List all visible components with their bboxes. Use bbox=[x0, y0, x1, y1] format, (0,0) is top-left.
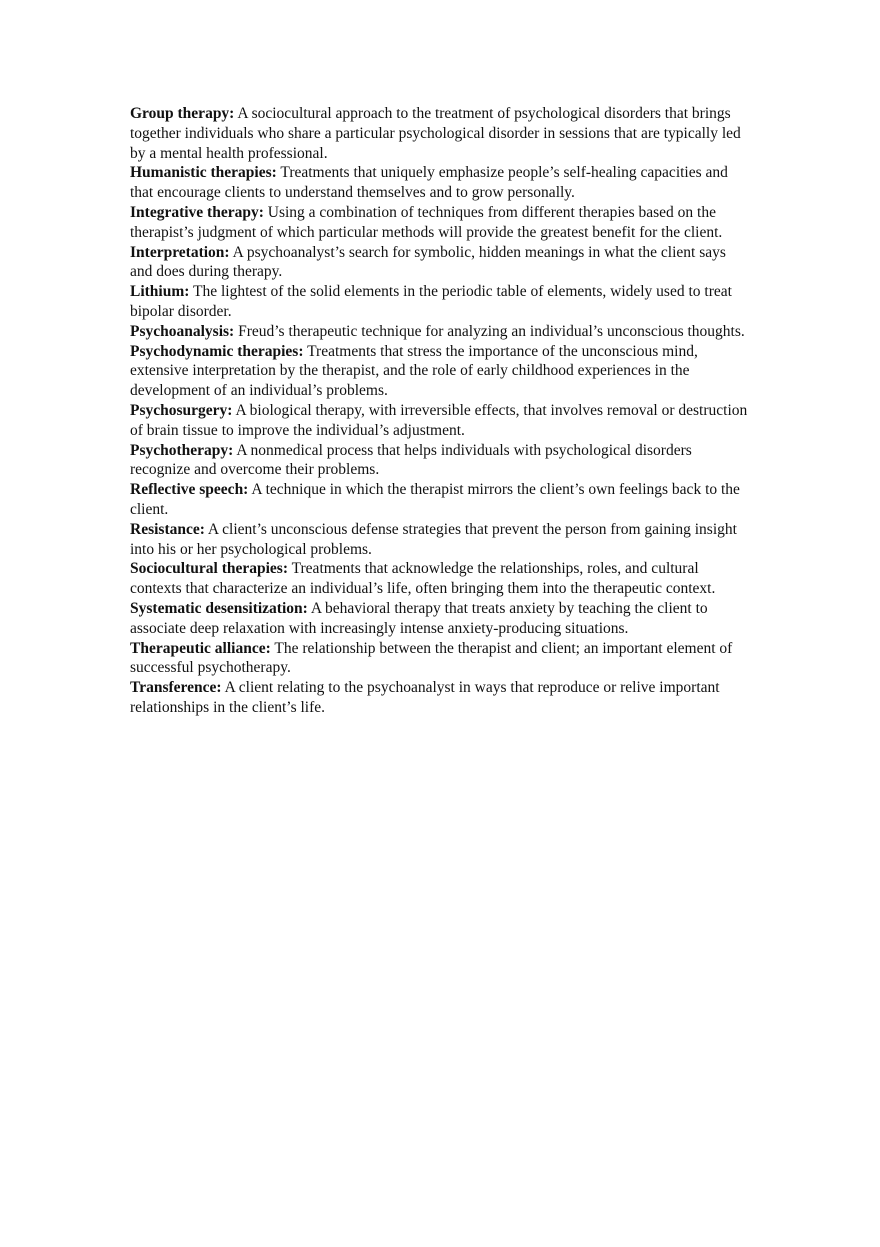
glossary-term: Integrative therapy: bbox=[130, 203, 264, 221]
glossary-definition: A psychoanalyst’s search for symbolic, hidden meanings in what the client says and does during therapy. bbox=[130, 243, 726, 281]
glossary-term: Group therapy: bbox=[130, 105, 235, 122]
glossary-term: Transference: bbox=[130, 679, 222, 697]
glossary-entry bbox=[130, 282, 752, 322]
glossary-definition: A client relating to the psychoanalyst in ways that reproduce or relive important relationships in the client’s life. bbox=[130, 679, 720, 716]
glossary-entry bbox=[130, 401, 752, 441]
glossary-term: Reflective speech: bbox=[130, 481, 249, 499]
glossary-definition: A biological therapy, with irreversible effects, that involves removal or destruction of brain tissue to improve the individual’s adjustment. bbox=[130, 401, 748, 439]
glossary-entry bbox=[130, 639, 752, 679]
glossary-entry bbox=[130, 104, 752, 163]
glossary-entry bbox=[130, 243, 752, 283]
glossary-definition: A nonmedical process that helps individuals with psychological disorders recognize and overcome their problems. bbox=[130, 441, 692, 479]
glossary-definition: Treatments that acknowledge the relationships, roles, and cultural contexts that characterize an individual’s life, often bringing them into the therapeutic context. bbox=[130, 560, 716, 598]
glossary-definition: Freud’s therapeutic technique for analyzing an individual’s unconscious thoughts. bbox=[234, 322, 745, 340]
glossary-term: Therapeutic alliance: bbox=[130, 639, 271, 657]
glossary-definition: The lightest of the solid elements in the periodic table of elements, widely used to treat bipolar disorder. bbox=[130, 283, 732, 320]
glossary-entry bbox=[130, 678, 752, 718]
glossary-definition: Using a combination of techniques from different therapies based on the therapist’s judgment of which particular methods will provide the greatest benefit for the client. bbox=[130, 203, 723, 241]
glossary-term: Resistance: bbox=[130, 520, 205, 538]
glossary-entry bbox=[130, 559, 752, 599]
glossary-definition: Treatments that uniquely emphasize people’s self-healing capacities and that encourage clients to understand themselves and to grow personally. bbox=[130, 164, 728, 202]
glossary-entry bbox=[130, 203, 752, 243]
glossary-entry bbox=[130, 520, 752, 560]
glossary-term: Interpretation: bbox=[130, 243, 230, 261]
glossary-entry bbox=[130, 441, 752, 481]
glossary-entry bbox=[130, 480, 752, 520]
glossary-term: Psychoanalysis: bbox=[130, 322, 235, 340]
glossary-term: Lithium: bbox=[130, 283, 190, 301]
glossary-term: Psychotherapy: bbox=[130, 441, 234, 459]
glossary-entry bbox=[130, 599, 752, 639]
glossary-term: Sociocultural therapies: bbox=[130, 560, 288, 578]
glossary-term: Psychodynamic therapies: bbox=[130, 342, 304, 360]
glossary-definition: A technique in which the therapist mirrors the client’s own feelings back to the client. bbox=[130, 481, 740, 518]
glossary-term: Humanistic therapies: bbox=[130, 164, 277, 182]
glossary-definition: Treatments that stress the importance of the unconscious mind, extensive interpretation by the therapist, and the role of early childhood experiences in the development of an individual’s problems. bbox=[130, 342, 698, 400]
glossary-term: Systematic desensitization: bbox=[130, 599, 308, 617]
glossary-definition: A sociocultural approach to the treatment of psychological disorders that brings together individuals who share a particular psychological disorder in sessions that are typically led by a mental health professional. bbox=[130, 105, 741, 162]
glossary-list bbox=[130, 104, 752, 718]
glossary-term: Psychosurgery: bbox=[130, 401, 233, 419]
glossary-entry bbox=[130, 322, 752, 342]
glossary-definition: The relationship between the therapist and client; an important element of successful psychotherapy. bbox=[130, 639, 733, 677]
glossary-definition: A client’s unconscious defense strategies that prevent the person from gaining insight into his or her psychological problems. bbox=[130, 520, 737, 558]
glossary-entry bbox=[130, 342, 752, 401]
glossary-entry bbox=[130, 163, 752, 203]
glossary-definition: A behavioral therapy that treats anxiety by teaching the client to associate deep relaxation with increasingly intense anxiety-producing situations. bbox=[130, 599, 708, 637]
